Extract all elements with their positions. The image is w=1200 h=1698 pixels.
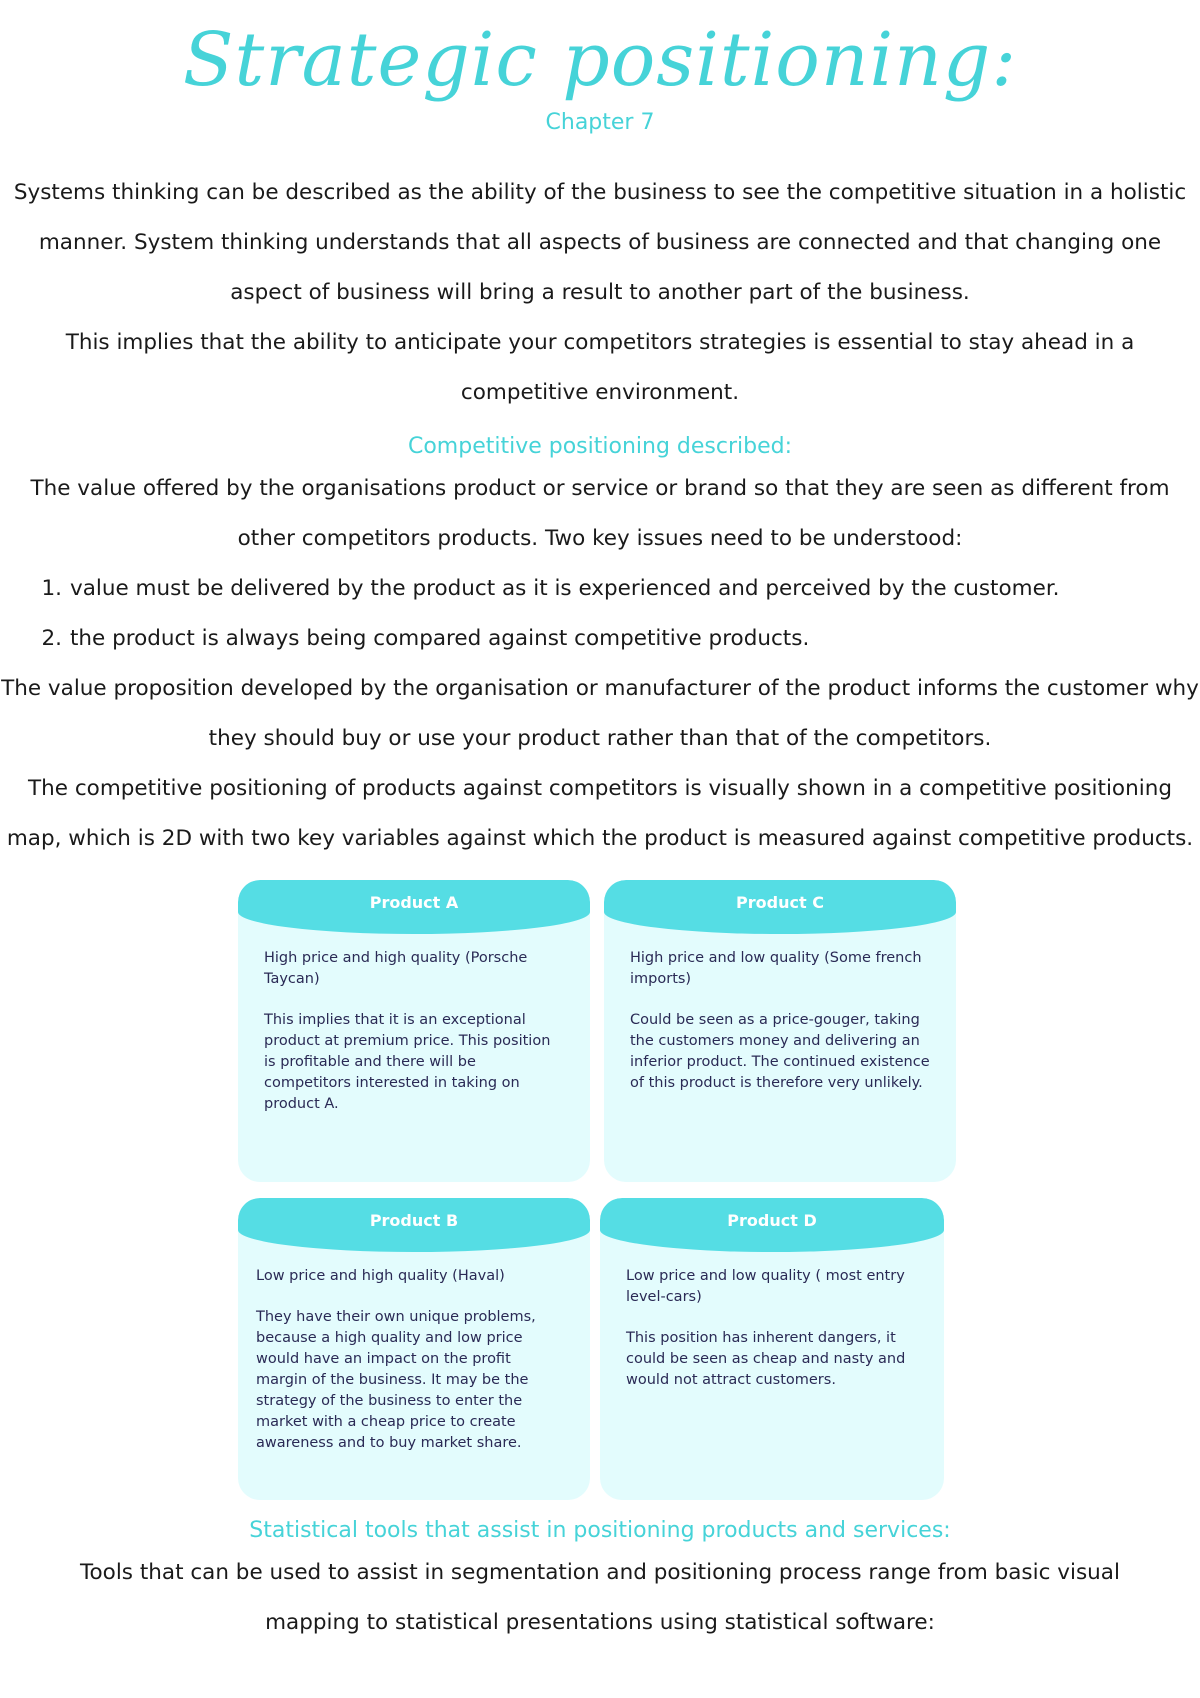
competitive-paragraph-2: The value proposition developed by the organisation or manufacturer of the product informs the customer why they should buy or use your product rather than that of the competitors.	[1, 676, 1199, 751]
card-title: Product C	[604, 880, 956, 934]
intro-paragraph-1: Systems thinking can be described as the ability of the business to see the competitive situation in a holistic manner. System thinking understands that all aspects of business are connected and that changing one aspect of business will bring a result to another part of the business.	[13, 180, 1187, 305]
issues-list	[32, 564, 1172, 664]
page-title: Strategic positioning:	[182, 17, 1018, 103]
card-summary: Low price and high quality (Haval)	[256, 1268, 505, 1284]
card-summary: High price and low quality (Some french imports)	[630, 950, 922, 987]
card-description: Could be seen as a price-gouger, taking the customers money and delivering an inferior product. The continued existence of this product is therefore very unlikely.	[630, 1012, 930, 1091]
list-text: the product is always being compared against competitive products.	[70, 626, 810, 651]
card-description: They have their own unique problems, because a high quality and low price would have an impact on the profit margin of the business. It may be the strategy of the business to enter the market with a cheap price to create awareness and to buy market share.	[256, 1309, 536, 1451]
statistical-paragraph: Tools that can be used to assist in segmentation and positioning process range from basic visual mapping to statistical presentations using statistical software:	[80, 1560, 1120, 1635]
list-item	[32, 564, 1172, 614]
card-summary: Low price and low quality ( most entry level-cars)	[626, 1268, 905, 1305]
product-d-card	[600, 1198, 944, 1500]
list-number: 1.	[41, 576, 62, 601]
product-c-card	[604, 880, 956, 1182]
product-a-card	[238, 880, 590, 1182]
statistical-heading: Statistical tools that assist in positioning products and services:	[249, 1518, 951, 1543]
chapter-subtitle: Chapter 7	[545, 110, 655, 135]
card-title: Product B	[238, 1198, 590, 1252]
competitive-paragraph-3: The competitive positioning of products against competitors is visually shown in a competitive positioning map, which is 2D with two key variables against which the product is measured against competitive products.	[6, 776, 1194, 851]
list-text: value must be delivered by the product as it is experienced and perceived by the customer.	[70, 576, 1060, 601]
product-b-card	[238, 1198, 590, 1500]
list-item	[32, 614, 1172, 664]
card-title: Product A	[238, 880, 590, 934]
card-description: This implies that it is an exceptional product at premium price. This position is profitable and there will be competitors interested in taking on product A.	[264, 1012, 551, 1112]
competitive-paragraph-1: The value offered by the organisations product or service or brand so that they are seen as different from other competitors products. Two key issues need to be understood:	[30, 476, 1170, 551]
card-summary: High price and high quality (Porsche Taycan)	[264, 950, 528, 987]
card-description: This position has inherent dangers, it could be seen as cheap and nasty and would not attract customers.	[626, 1330, 906, 1388]
card-title: Product D	[600, 1198, 944, 1252]
list-number: 2.	[41, 626, 62, 651]
intro-paragraph-2: This implies that the ability to anticipate your competitors strategies is essential to stay ahead in a competitive environment.	[65, 330, 1135, 405]
competitive-heading: Competitive positioning described:	[407, 434, 793, 459]
